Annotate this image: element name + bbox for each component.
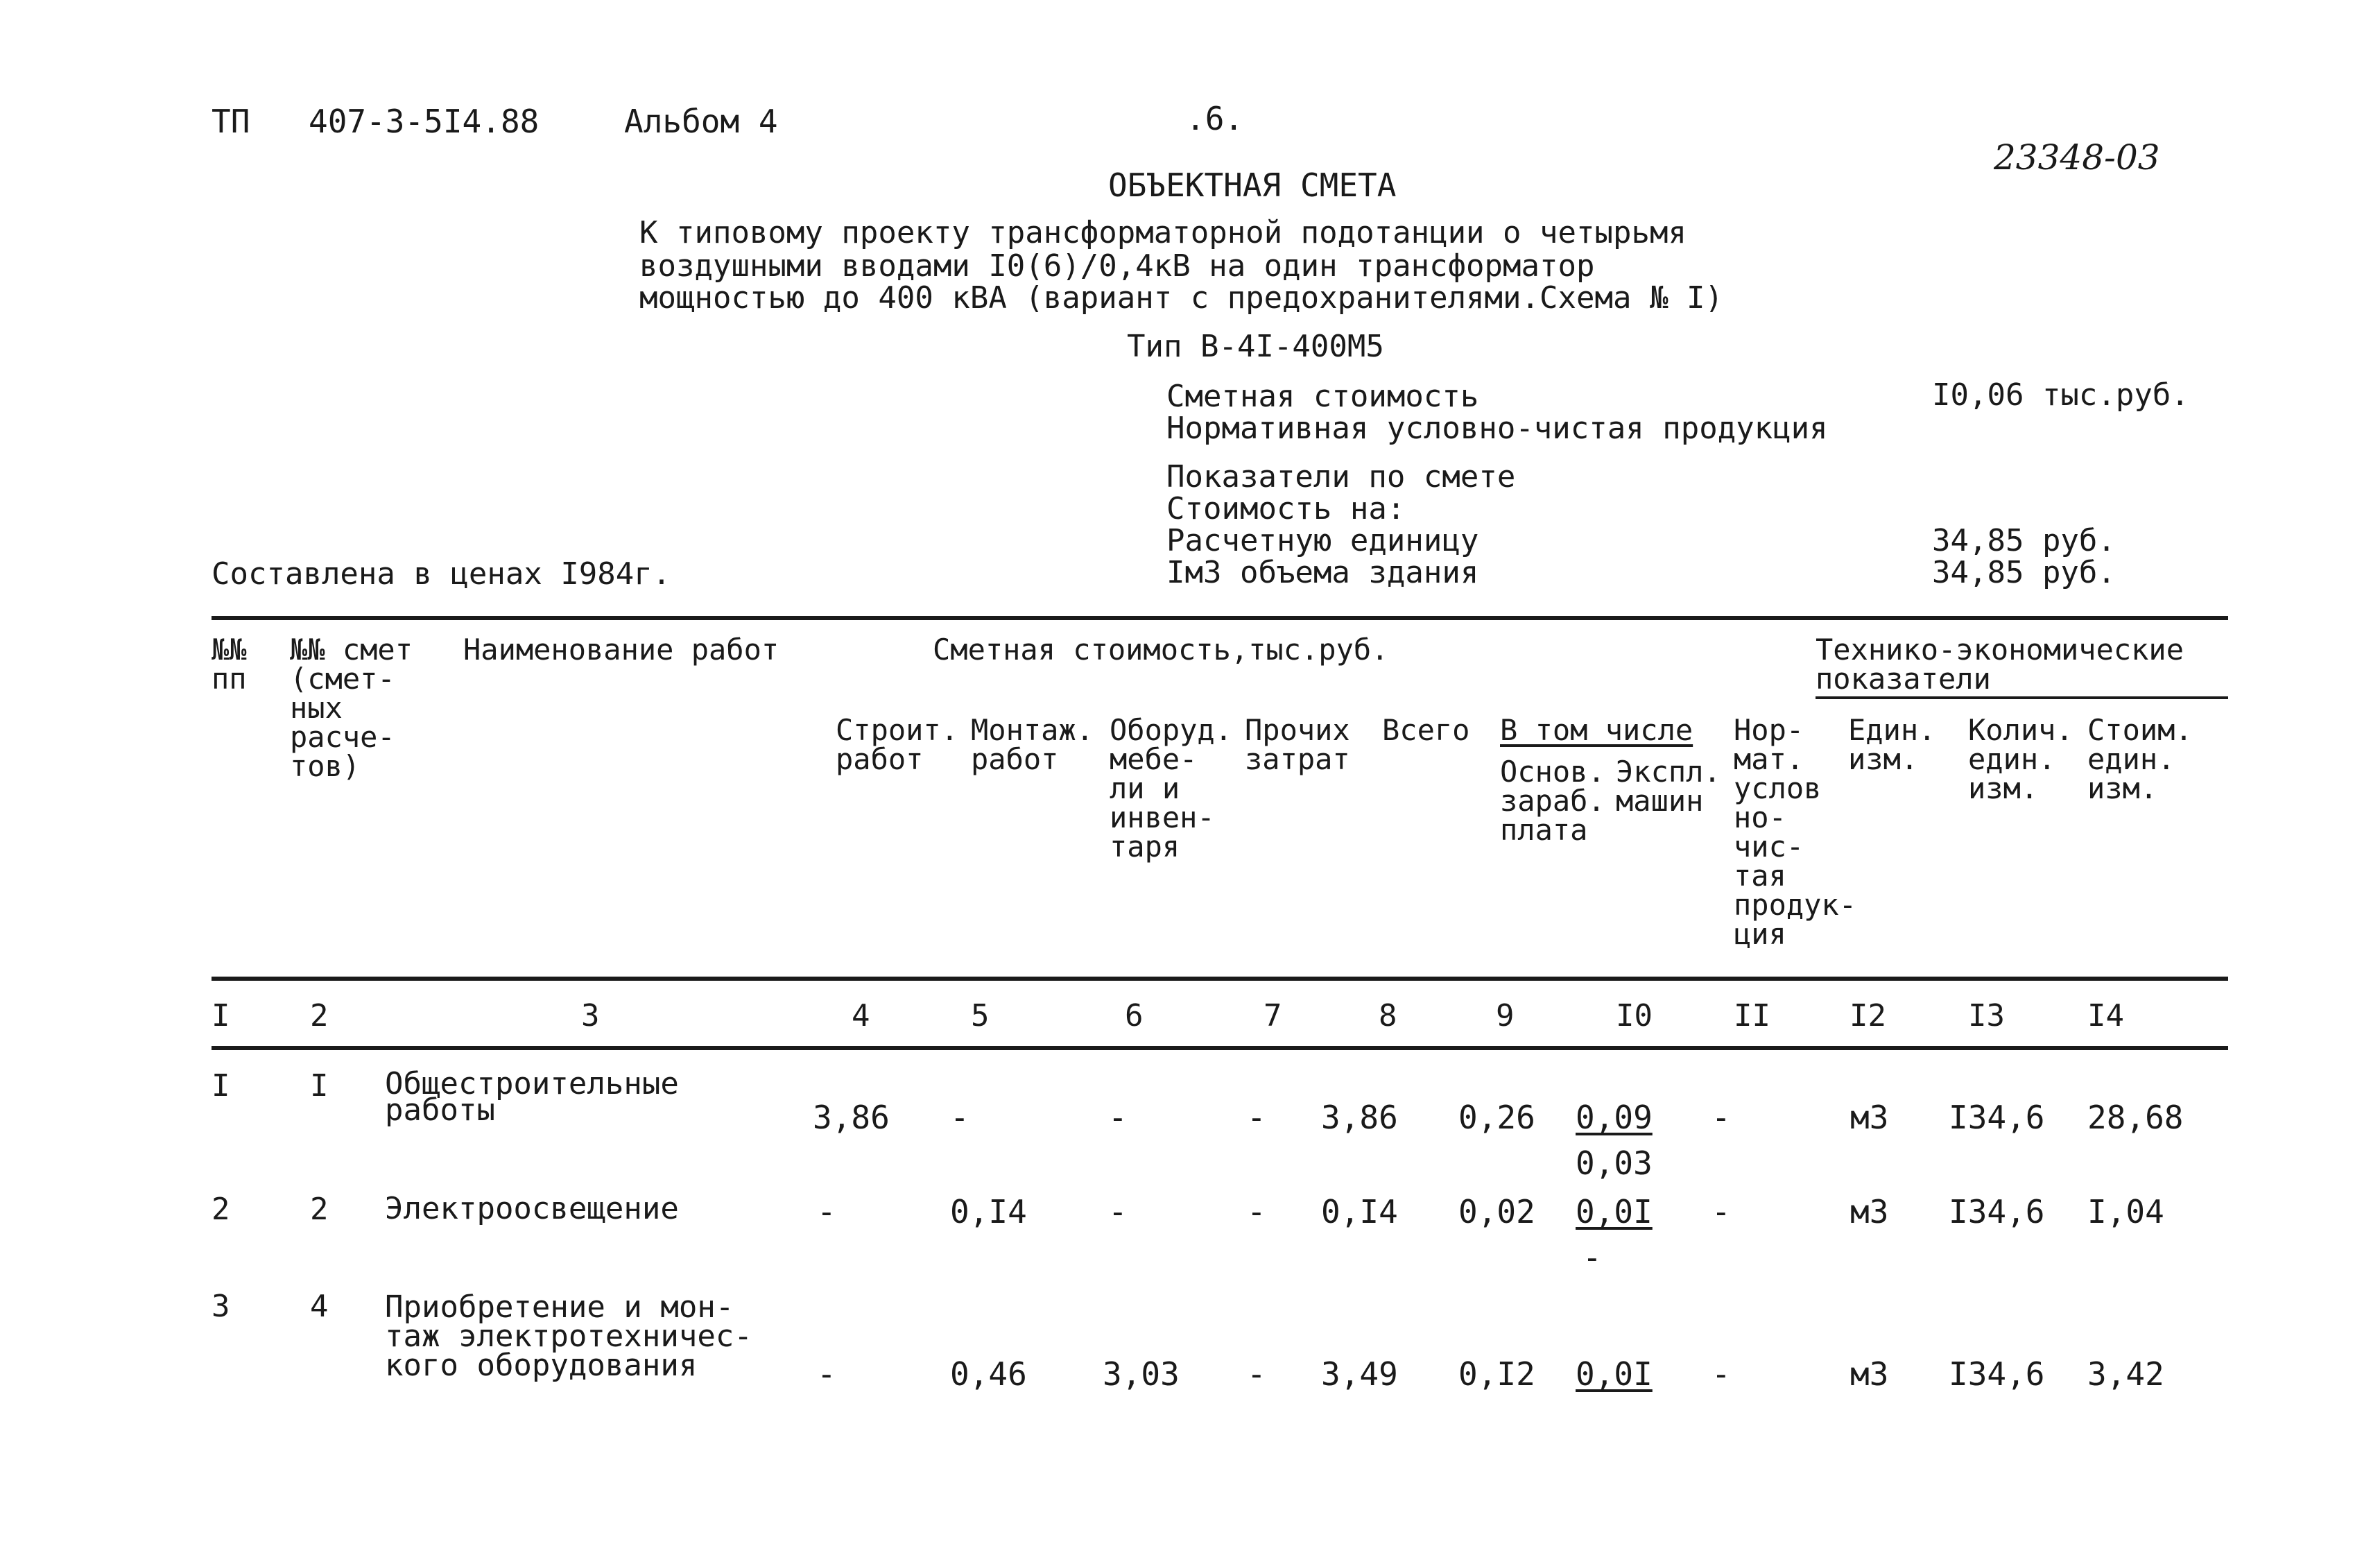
construction-cost: - <box>817 1193 836 1230</box>
estimate-number: 2 <box>310 1192 329 1227</box>
col-header-total: Всего <box>1382 713 1470 747</box>
quantity: I34,6 <box>1949 1099 2045 1136</box>
wages: 0,I2 <box>1458 1355 1535 1393</box>
equipment-cost: - <box>1108 1193 1128 1230</box>
total-cost: 0,I4 <box>1321 1193 1398 1230</box>
installation-cost: 0,46 <box>950 1355 1027 1393</box>
document-heading: ОБЪЕКТНАЯ СМЕТА <box>1108 166 1397 204</box>
cost-label: Сметная стоимость <box>1166 379 1479 414</box>
unit-cost: I,04 <box>2087 1193 2164 1230</box>
type-label: Тип В-4I-400М5 <box>1127 329 1384 364</box>
unit: м3 <box>1850 1355 1889 1393</box>
unit: м3 <box>1850 1099 1889 1136</box>
machine-cost: 0,0I <box>1576 1193 1653 1230</box>
quantity: I34,6 <box>1949 1193 2045 1230</box>
header-bottom-rule <box>212 977 2228 981</box>
col-header-tech-group: Технико-экономические <box>1816 633 2184 667</box>
title-line-3: мощностью до 400 кВА (вариант с предохранителями.Схема № I) <box>639 280 1723 316</box>
estimate-number: 4 <box>310 1289 329 1324</box>
machine-wages: - <box>1583 1239 1602 1276</box>
series-label: ТП <box>212 103 250 140</box>
other-cost: - <box>1247 1193 1266 1230</box>
wages: 0,26 <box>1458 1099 1535 1136</box>
volume-value: 34,85 руб. <box>1932 555 2116 590</box>
work-name: Общестроительные работы <box>385 1066 679 1128</box>
col-header-tech-group-2: показатели <box>1816 662 1991 696</box>
col-number: I0 <box>1616 998 1653 1033</box>
col-number: I2 <box>1849 998 1886 1033</box>
prices-note: Составлена в ценах I984г. <box>212 556 671 592</box>
col-header-wages: Основ. зараб. плата <box>1500 755 1605 847</box>
volume-label: Iм3 объема здания <box>1166 555 1479 590</box>
title-line-1: К типовому проекту трансформаторной подотанции о четырьмя <box>639 215 1687 250</box>
col-header-installation: Монтаж. работ <box>971 713 1094 776</box>
machine-cost: 0,0I <box>1576 1355 1653 1393</box>
col-number: 2 <box>310 998 329 1033</box>
col-number: 3 <box>581 998 600 1033</box>
net-product: - <box>1711 1193 1731 1230</box>
col-header-estimate-no: №№ смет (смет- ных расче- тов) <box>290 633 413 783</box>
total-cost: 3,86 <box>1321 1099 1398 1136</box>
col-number: 9 <box>1496 998 1515 1033</box>
unit-cost: 28,68 <box>2087 1099 2184 1136</box>
col-header-net-product: Нор- мат. услов но- чис- тая продук- ция <box>1734 713 1857 951</box>
handwritten-stamp: 23348-03 <box>1994 137 2160 178</box>
installation-cost: - <box>950 1099 969 1136</box>
album-label: Альбом 4 <box>624 103 778 140</box>
col-header-unit: Един. изм. <box>1848 713 1936 776</box>
equipment-cost: 3,03 <box>1103 1355 1180 1393</box>
total-cost: 3,49 <box>1321 1355 1398 1393</box>
unit-value: 34,85 руб. <box>1932 523 2116 558</box>
work-name: Приобретение и мон- таж электротехничес- кого оборудования <box>385 1289 752 1383</box>
estimate-number: I <box>310 1068 329 1104</box>
col-header-other: Прочих затрат <box>1245 713 1350 776</box>
construction-cost: 3,86 <box>813 1099 890 1136</box>
other-cost: - <box>1247 1355 1266 1393</box>
construction-cost: - <box>817 1355 836 1393</box>
col-header-unit-cost: Стоим. един. изм. <box>2087 713 2193 805</box>
unit-cost: 3,42 <box>2087 1355 2164 1393</box>
work-name: Электроосвещение <box>385 1191 679 1226</box>
net-product: - <box>1711 1355 1731 1393</box>
wages: 0,02 <box>1458 1193 1535 1230</box>
col-number: II <box>1734 998 1770 1033</box>
cost-on-label: Стоимость на: <box>1166 491 1406 526</box>
installation-cost: 0,I4 <box>950 1193 1027 1230</box>
norm-label: Нормативная условно-чистая продукция <box>1166 411 1828 446</box>
unit: м3 <box>1850 1193 1889 1230</box>
table-top-rule <box>212 616 2228 620</box>
row-number: I <box>212 1068 230 1104</box>
col-header-quantity: Колич. един. изм. <box>1968 713 2073 805</box>
col-number: I <box>212 998 230 1033</box>
col-number: 5 <box>971 998 990 1033</box>
col-number: 4 <box>852 998 870 1033</box>
equipment-cost: - <box>1108 1099 1128 1136</box>
quantity: I34,6 <box>1949 1355 2045 1393</box>
col-header-pp: №№ пп <box>212 633 247 696</box>
col-number: 6 <box>1125 998 1144 1033</box>
other-cost: - <box>1247 1099 1266 1136</box>
col-header-including: В том числе <box>1500 713 1693 747</box>
title-line-2: воздушными вводами I0(6)/0,4кВ на один трансформатор <box>639 248 1595 284</box>
col-header-work-name: Наименование работ <box>463 633 779 667</box>
cost-value: I0,06 тыс.руб. <box>1932 377 2189 413</box>
colnum-bottom-rule <box>212 1046 2228 1050</box>
indicators-label: Показатели по смете <box>1166 459 1516 495</box>
net-product: - <box>1711 1099 1731 1136</box>
col-header-machines: Экспл. машин <box>1616 755 1721 818</box>
col-header-cost-group: Сметная стоимость,тыс.руб. <box>933 633 1389 667</box>
machine-wages: 0,03 <box>1576 1144 1653 1182</box>
col-number: 7 <box>1264 998 1282 1033</box>
tech-group-rule <box>1816 696 2228 699</box>
row-number: 3 <box>212 1289 230 1324</box>
col-number: I3 <box>1968 998 2005 1033</box>
col-header-construction: Строит. работ <box>836 713 959 776</box>
col-number: I4 <box>2087 998 2124 1033</box>
col-number: 8 <box>1379 998 1397 1033</box>
project-number: 407-3-5I4.88 <box>309 103 540 140</box>
machine-cost: 0,09 <box>1576 1099 1653 1136</box>
unit-label: Расчетную единицу <box>1166 523 1479 558</box>
row-number: 2 <box>212 1192 230 1227</box>
col-header-equipment: Оборуд. мебе- ли и инвен- таря <box>1110 713 1233 864</box>
page-number: .6. <box>1186 100 1244 137</box>
